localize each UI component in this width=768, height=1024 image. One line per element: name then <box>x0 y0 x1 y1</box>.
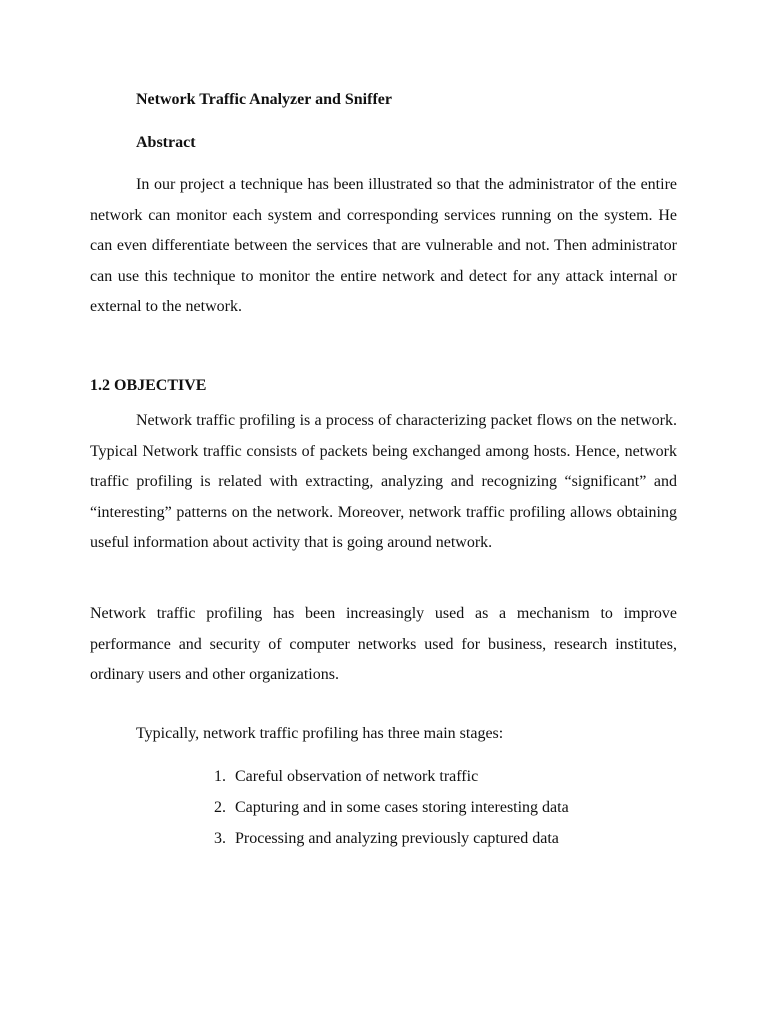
list-item <box>180 827 677 858</box>
stages-list <box>180 765 677 858</box>
document-title: Network Traffic Analyzer and Sniffer <box>136 91 392 108</box>
list-item-number: 3. <box>214 830 226 847</box>
list-item-text: Processing and analyzing previously captured data <box>235 830 559 847</box>
stages-intro: Typically, network traffic profiling has three main stages: <box>136 725 504 742</box>
list-item-number: 1. <box>214 768 226 785</box>
objective-heading: 1.2 OBJECTIVE <box>90 377 207 394</box>
list-item-text: Capturing and in some cases storing interesting data <box>235 799 569 816</box>
list-item <box>180 765 677 796</box>
list-item-number: 2. <box>214 799 226 816</box>
list-item-text: Careful observation of network traffic <box>235 768 479 785</box>
objective-paragraph-1: Network traffic profiling is a process of characterizing packet flows on the network. Typical Network traffic consists of packets being exchanged among hosts. Hence, network traffic profiling is related with extracting, analyzing and recognizing “significant” and “interesting” patterns on the network. Moreover, network traffic profiling allows obtaining useful information about activity that is going around network. <box>90 412 677 551</box>
list-item <box>180 796 677 827</box>
abstract-paragraph: In our project a technique has been illustrated so that the administrator of the entire network can monitor each system and corresponding services running on the system. He can even differentiate between the services that are vulnerable and not. Then administrator can use this technique to monitor the entire network and detect for any attack internal or external to the network. <box>90 176 677 315</box>
objective-paragraph-2: Network traffic profiling has been increasingly used as a mechanism to improve performance and security of computer networks used for business, research institutes, ordinary users and other organizations. <box>90 605 677 683</box>
abstract-heading: Abstract <box>136 134 196 151</box>
